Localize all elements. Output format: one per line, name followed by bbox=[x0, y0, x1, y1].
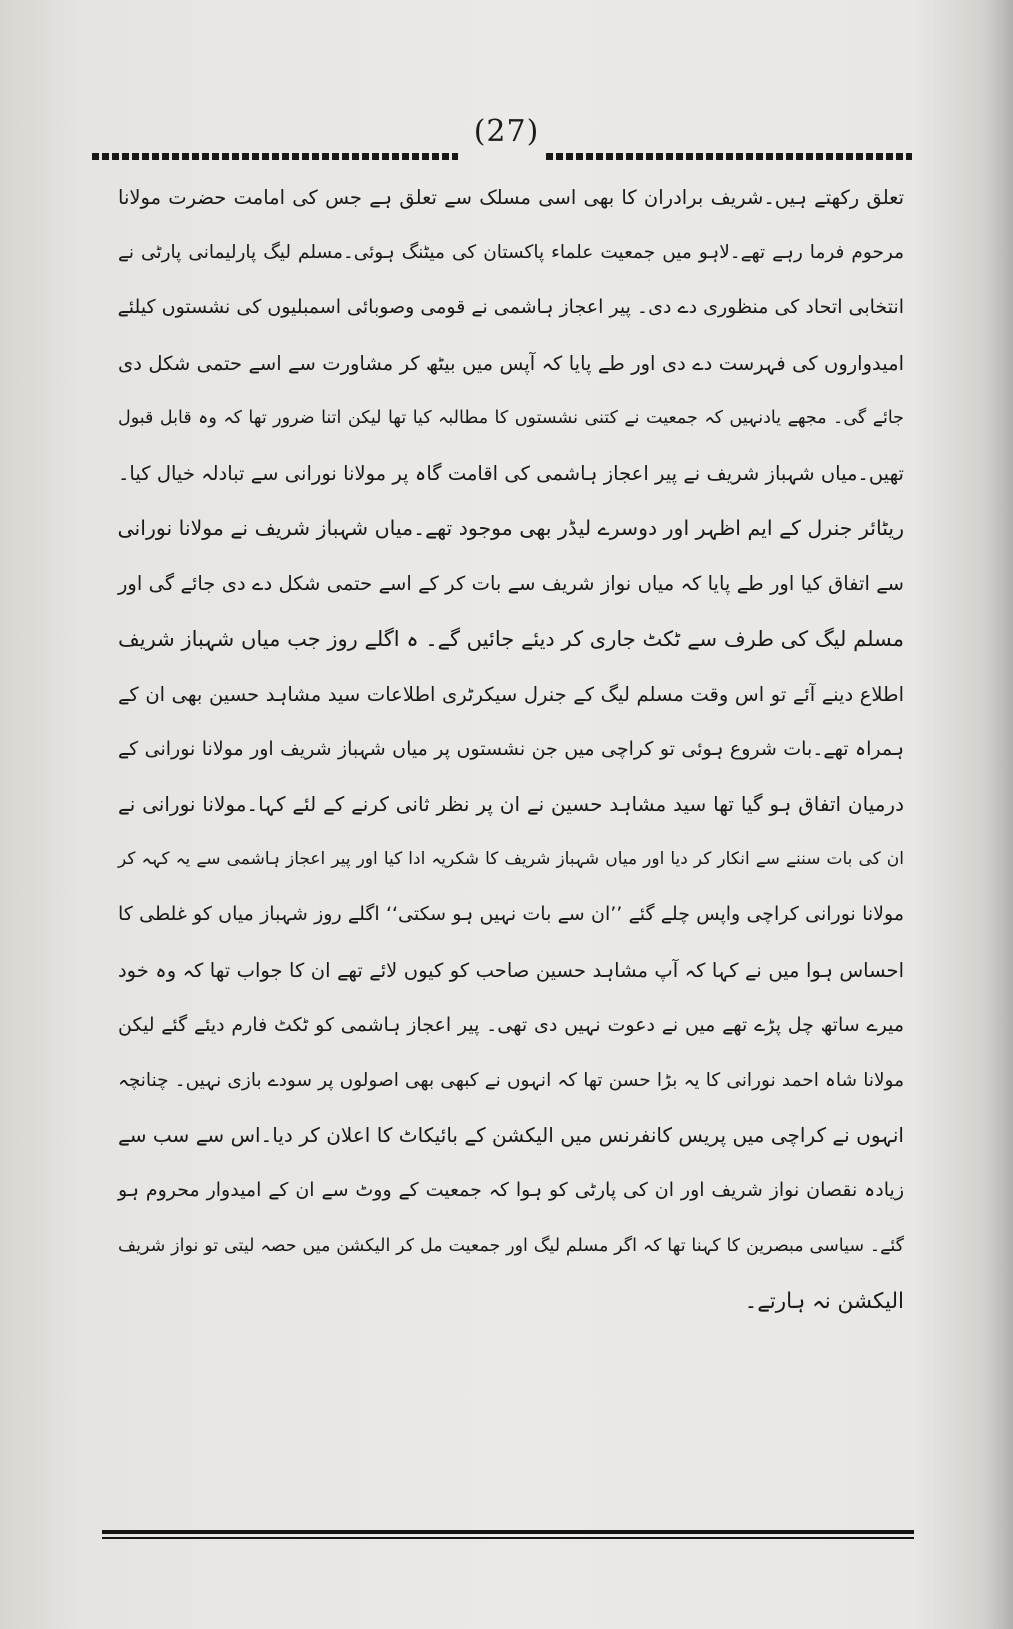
text-line: تعلق رکھتے ہیں۔شریف برادران کا بھی اسی مسلک سے تعلق ہے جس کی امامت حضرت مولانا bbox=[118, 186, 904, 209]
text-line: درمیان اتفاق ہو گیا تھا سید مشاہد حسین نے ان پر نظر ثانی کرنے کے لئے کہا۔مولانا نورانی نے bbox=[118, 792, 904, 817]
page-edge-shadow bbox=[983, 0, 1013, 1629]
text-line: اطلاع دینے آئے تو اس وقت مسلم لیگ کے جنرل سیکرٹری اطلاعات سید مشاہد حسین بھی ان کے bbox=[118, 682, 904, 706]
text-line: سے اتفاق کیا اور طے پایا کہ میاں نواز شریف سے بات کر کے اسے حتمی شکل دے دی جائے گی اور bbox=[118, 572, 904, 596]
body-text bbox=[118, 170, 904, 1329]
header-divider-left bbox=[92, 153, 458, 160]
text-line: انہوں نے کراچی میں پریس کانفرنس میں الیکشن کے بائیکاٹ کا اعلان کر دیا۔اس سے سب سے bbox=[118, 1123, 904, 1148]
text-line: میرے ساتھ چل پڑے تھے میں نے دعوت نہیں دی تھی۔ پیر اعجاز ہاشمی کو ٹکٹ فارم دیئے گئے لیکن bbox=[118, 1013, 904, 1036]
text-line: مولانا شاہ احمد نورانی کا یہ بڑا حسن تھا کہ انہوں نے کبھی بھی اصولوں پر سودے بازی نہیں۔ چنانچہ bbox=[118, 1070, 904, 1091]
text-line: جائے گی۔ مجھے یادنہیں کہ جمعیت نے کتنی نشستوں کا مطالبہ کیا تھا لیکن اتنا ضرور تھا کہ وہ قابل قبول bbox=[118, 407, 904, 428]
footer-rule-thin bbox=[102, 1537, 914, 1539]
text-line: گئے۔ سیاسی مبصرین کا کہنا تھا کہ اگر مسلم لیگ اور جمعیت مل کر الیکشن میں حصہ لیتی تو نواز شریف bbox=[118, 1235, 904, 1256]
text-line: مرحوم فرما رہے تھے۔لاہو میں جمعیت علماء پاکستان کی میٹنگ ہوئی۔مسلم لیگ پارلیمانی پارٹی نے bbox=[118, 242, 904, 264]
text-line: مسلم لیگ کی طرف سے ٹکٹ جاری کر دیئے جائیں گے۔ ہ اگلے روز جب میاں شہباز شریف bbox=[118, 626, 904, 651]
page-number: (27) bbox=[473, 114, 540, 149]
header-divider-right bbox=[546, 153, 912, 160]
text-line: انتخابی اتحاد کی منظوری دے دی۔ پیر اعجاز ہاشمی نے قومی وصوبائی اسمبلیوں کی نشستوں کیلئے bbox=[117, 296, 904, 319]
text-line: الیکشن نہ ہارتے۔ bbox=[744, 1288, 904, 1314]
text-line: مولانا نورانی کراچی واپس چلے گئے ’’ان سے بات نہیں ہو سکتی‘‘ اگلے روز شہباز میاں کو غلطی کا bbox=[118, 903, 904, 926]
text-line: تھیں۔میاں شہباز شریف نے پیر اعجاز ہاشمی کی اقامت گاہ پر مولانا نورانی سے تبادلہ خیال کیا۔ bbox=[118, 461, 904, 485]
footer-rule-thick bbox=[102, 1530, 914, 1534]
text-line: ریٹائر جنرل کے ایم اظہر اور دوسرے لیڈر بھی موجود تھے۔میاں شہباز شریف نے مولانا نورانی bbox=[117, 516, 904, 541]
text-line: ہمراہ تھے۔بات شروع ہوئی تو کراچی میں جن نشستوں پر میاں شہباز شریف اور مولانا نورانی کے bbox=[118, 737, 904, 760]
text-line: امیدواروں کی فہرست دے دی اور طے پایا کہ آپس میں بیٹھ کر مشاورت سے اسے حتمی شکل دی bbox=[118, 351, 904, 375]
text-line: زیادہ نقصان نواز شریف اور ان کی پارٹی کو ہوا کہ جمعیت کے ووٹ سے ان کے امیدوار محروم ہو bbox=[118, 1179, 904, 1202]
text-line: احساس ہوا میں نے کہا کہ آپ مشاہد حسین صاحب کو کیوں لائے تھے ان کا جواب تھا کہ وہ خود bbox=[118, 958, 904, 982]
text-line: ان کی بات سننے سے انکار کر دیا اور میاں شہباز شریف کا شکریہ ادا کیا اور پیر اعجاز ہاشمی سے یہ کہہ کر bbox=[118, 849, 904, 870]
